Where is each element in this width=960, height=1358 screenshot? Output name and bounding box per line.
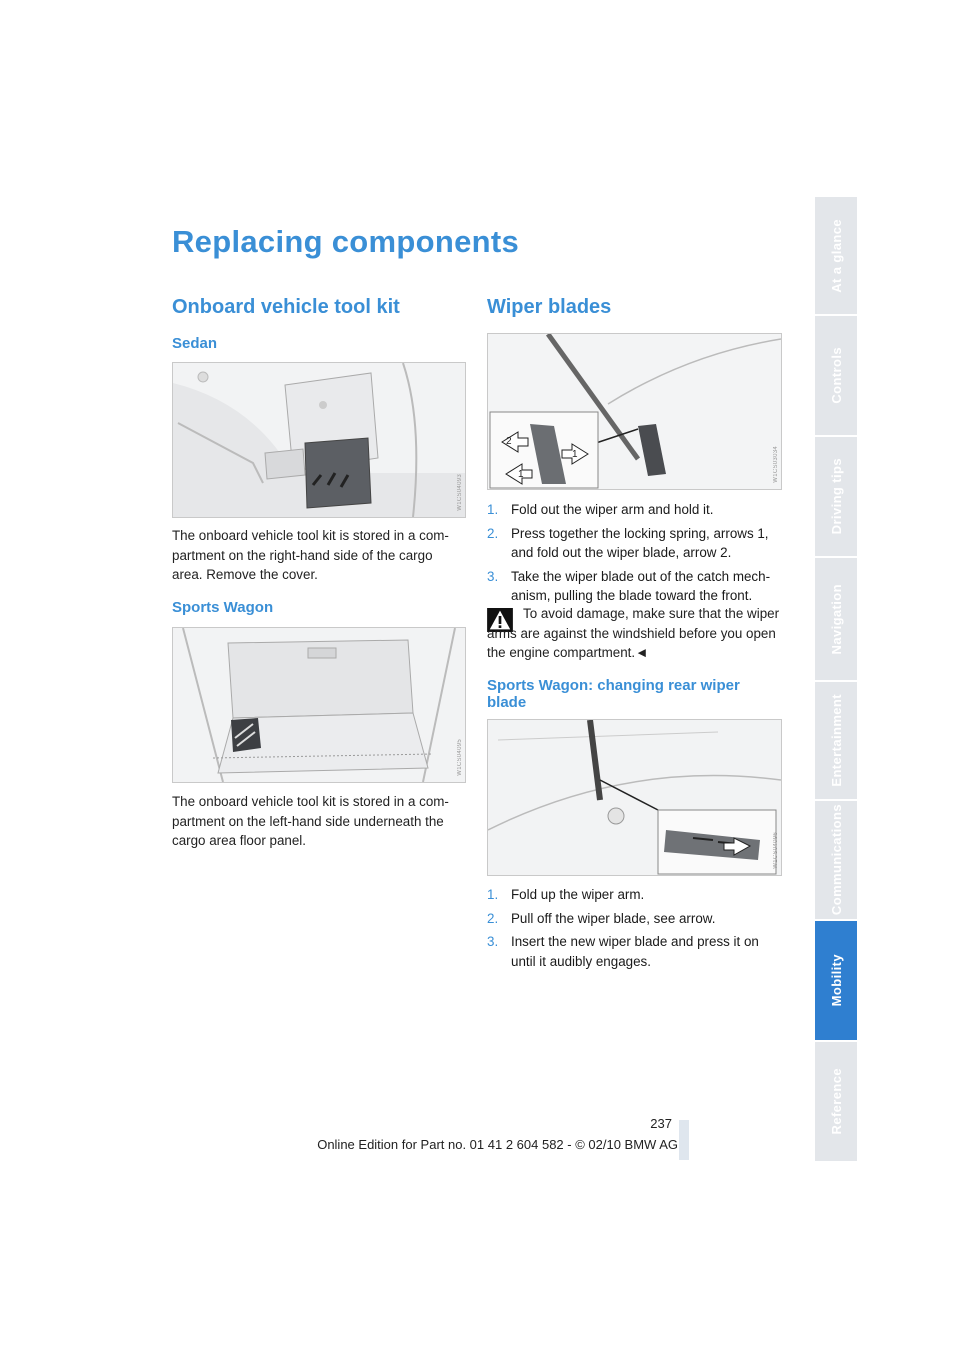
sidebar-tab-label: At a glance — [828, 218, 844, 293]
rear-wiper-illustration — [487, 719, 782, 876]
rear-wiper-heading: Sports Wagon: changing rear wiper blade — [487, 677, 740, 711]
step-number: 3. — [487, 934, 499, 949]
step-number: 3. — [487, 568, 499, 584]
sidebar-tab-at-a-glance[interactable] — [815, 197, 857, 316]
step-number: 2. — [487, 525, 499, 541]
step-text: Press together the locking spring, arrows 1, and fold out the wiper blade, arrow 2. — [511, 525, 769, 560]
figure-code: W1CS04095 — [457, 739, 463, 776]
chapter-sidebar — [815, 197, 857, 1161]
sidebar-tab-label: Navigation — [828, 583, 844, 655]
wagon-heading: Sports Wagon — [172, 599, 274, 616]
warning-text: To avoid damage, make sure that the wiper arms are against the windshield before you open the engine compartment.◄ — [487, 606, 780, 660]
step-text: Fold up the wiper arm. — [511, 887, 645, 902]
figure-code: W1CS04096 — [773, 832, 779, 869]
sidebar-tab-label: Reference — [828, 1068, 844, 1135]
wagon-cargo-illustration — [172, 627, 466, 783]
list-item — [487, 885, 781, 905]
page-marker-bar — [679, 1120, 689, 1160]
svg-text:1: 1 — [518, 469, 524, 480]
figure-code: W1CS04093 — [457, 474, 463, 511]
page-number: 237 — [650, 1116, 672, 1131]
sidebar-tab-communications[interactable] — [815, 801, 857, 921]
sidebar-tab-label: Controls — [828, 347, 844, 404]
sidebar-tab-label: Driving tips — [828, 458, 844, 535]
sedan-trunk-illustration — [172, 362, 466, 518]
step-text: Take the wiper blade out of the catch mech-anism, pulling the blade toward the front. — [511, 568, 771, 603]
footer-edition-text: Online Edition for Part no. 01 41 2 604 582 - © 02/10 BMW AG — [317, 1137, 678, 1152]
sidebar-tab-mobility[interactable] — [815, 921, 857, 1042]
svg-text:2: 2 — [506, 436, 512, 447]
step-text: Insert the new wiper blade and press it on until it audibly engages. — [511, 934, 759, 969]
sidebar-tab-reference[interactable] — [815, 1042, 857, 1163]
sidebar-tab-label: Communications — [828, 804, 844, 916]
tool-kit-heading: Onboard vehicle tool kit — [172, 296, 400, 318]
step-text: Fold out the wiper arm and hold it. — [511, 502, 714, 517]
rear-wiper-steps-list — [487, 885, 781, 975]
sidebar-tab-driving-tips[interactable] — [815, 437, 857, 558]
sidebar-tab-controls[interactable] — [815, 316, 857, 437]
sidebar-tab-label: Mobility — [828, 954, 844, 1007]
svg-text:1: 1 — [572, 449, 578, 460]
step-number: 1. — [487, 887, 499, 902]
wiper-blades-heading: Wiper blades — [487, 296, 612, 318]
list-item — [487, 500, 781, 520]
step-number: 1. — [487, 502, 499, 517]
list-item — [487, 932, 781, 971]
page-title: Replacing components — [172, 224, 520, 259]
list-item — [487, 909, 781, 929]
sidebar-tab-label: Entertainment — [828, 694, 844, 787]
sidebar-tab-navigation[interactable] — [815, 558, 857, 682]
sedan-heading: Sedan — [172, 335, 218, 352]
step-number: 2. — [487, 910, 499, 926]
wiper-steps-list — [487, 500, 781, 610]
list-item — [487, 567, 781, 606]
step-text: Pull off the wiper blade, see arrow. — [511, 910, 716, 926]
figure-code: W1CS03034 — [773, 446, 779, 483]
list-item — [487, 524, 781, 563]
wagon-description: The onboard vehicle tool kit is stored in a com-partment on the left-hand side underneath the cargo area floor panel. — [172, 794, 449, 848]
sidebar-tab-entertainment[interactable] — [815, 682, 857, 801]
sedan-description: The onboard vehicle tool kit is stored in a com-partment on the right-hand side of the cargo area. Remove the cover. — [172, 528, 449, 582]
front-wiper-illustration — [487, 333, 782, 490]
